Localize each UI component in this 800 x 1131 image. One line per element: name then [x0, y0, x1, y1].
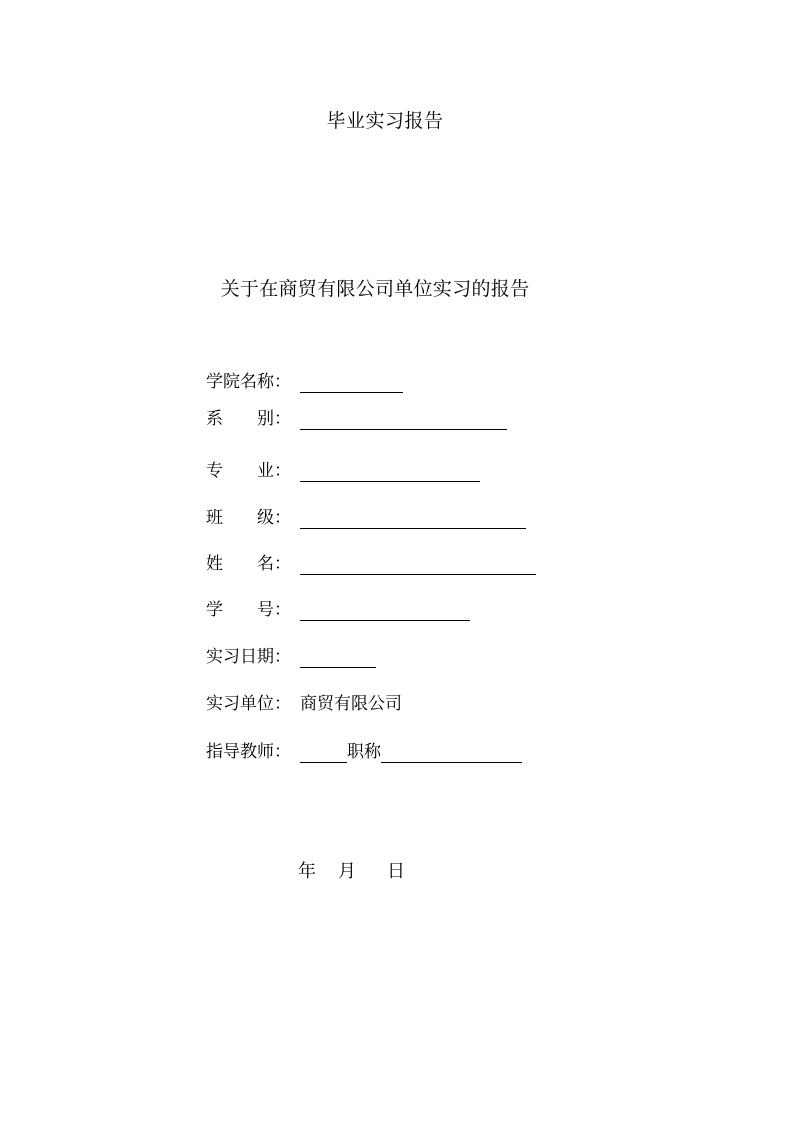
name-label: 姓 名：	[206, 554, 291, 574]
internship-date-label: 实习日期：	[206, 647, 291, 667]
internship-unit-field	[206, 690, 402, 718]
class-blank-line[interactable]	[300, 506, 526, 529]
date-line	[298, 858, 405, 886]
advisor-title-blank-line[interactable]	[381, 740, 522, 763]
class-label: 班 级：	[206, 508, 291, 528]
advisor-label: 指导教师：	[206, 742, 291, 762]
year-label: 年	[298, 861, 316, 882]
internship-unit-value: 商贸有限公司	[300, 694, 402, 714]
class-field	[206, 504, 526, 532]
student-id-field	[206, 596, 470, 624]
name-blank-line[interactable]	[300, 552, 536, 575]
major-field	[206, 457, 480, 485]
department-field	[206, 405, 507, 433]
college-label: 学院名称：	[206, 372, 291, 392]
advisor-field	[206, 738, 522, 766]
student-id-blank-line[interactable]	[300, 598, 470, 621]
internship-unit-label: 实习单位：	[206, 694, 291, 714]
department-label: 系 别：	[206, 409, 291, 429]
internship-date-blank-line[interactable]	[300, 645, 376, 668]
department-blank-line[interactable]	[300, 407, 507, 430]
name-field	[206, 550, 536, 578]
major-label: 专 业：	[206, 461, 291, 481]
major-blank-line[interactable]	[300, 459, 480, 482]
internship-date-field	[206, 643, 376, 671]
student-id-label: 学 号：	[206, 600, 291, 620]
document-title: 毕业实习报告	[326, 110, 444, 132]
month-label: 月	[338, 861, 356, 882]
advisor-blank-line[interactable]	[300, 740, 347, 763]
report-subject: 关于在商贸有限公司单位实习的报告	[220, 278, 530, 300]
college-field	[206, 368, 403, 396]
day-label: 日	[387, 861, 405, 882]
advisor-title-label: 职称	[347, 742, 381, 762]
college-blank-line[interactable]	[300, 370, 403, 393]
